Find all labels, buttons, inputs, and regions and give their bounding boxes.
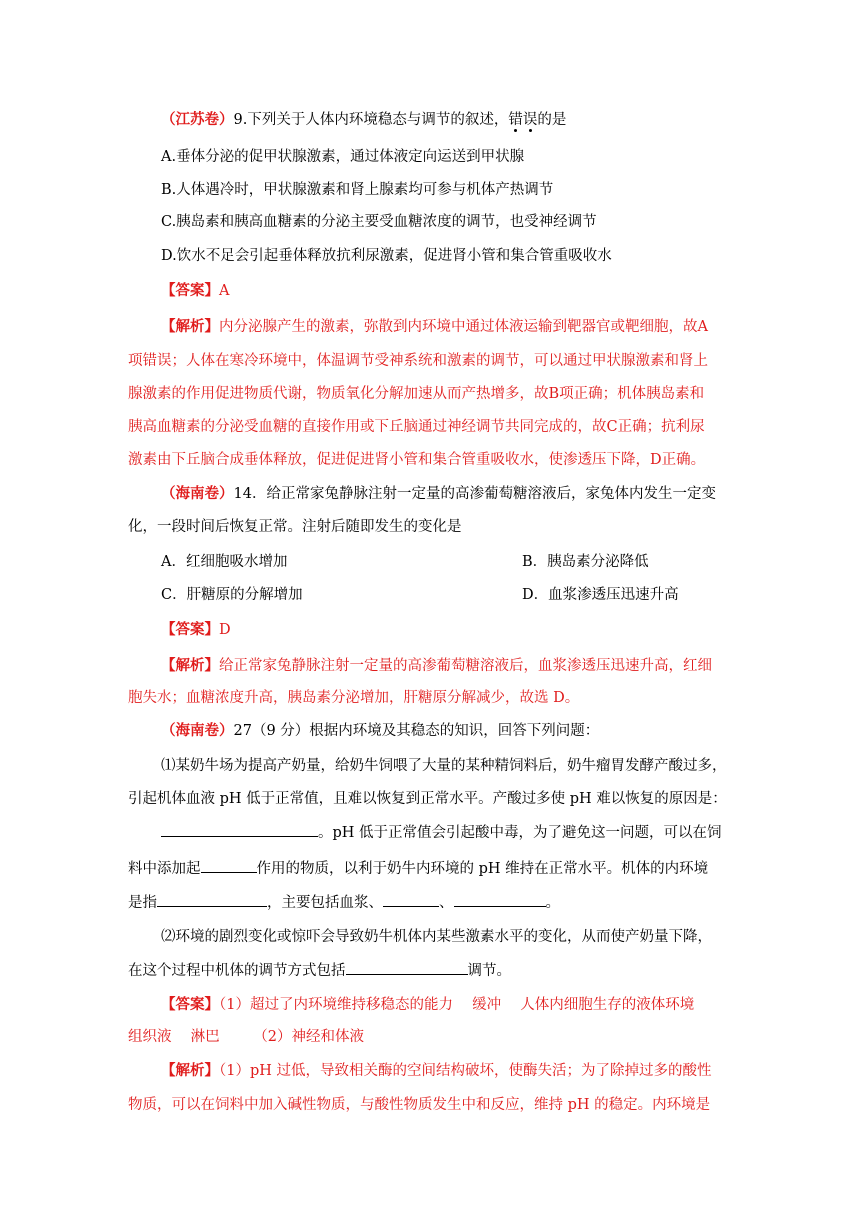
answer-value: （1）超过了内环境维持移稳态的能力 缓冲 人体内细胞生存的液体环境 bbox=[219, 997, 695, 1013]
answer-value: A bbox=[219, 283, 230, 299]
answer-label: 【答案】 bbox=[161, 282, 219, 299]
answer-value: 组织液 淋巴 （2）神经和体液 bbox=[128, 1029, 364, 1045]
analysis-label: 【解析】 bbox=[161, 318, 219, 335]
option-a: A.垂体分泌的促甲状腺激素，通过体液定向运送到甲状腺 bbox=[161, 149, 525, 165]
question-text: 的是 bbox=[537, 112, 567, 128]
question-3-stem bbox=[161, 721, 767, 741]
question-text: 9.下列关于人体内环境稳态与调节的叙述， bbox=[233, 112, 509, 128]
question-text: ⑵环境的剧烈变化或惊吓会导致奶牛机体内某些激素水平的变化，从而使产奶量下降， bbox=[161, 929, 712, 945]
answer-value: D bbox=[219, 622, 231, 638]
analysis-label: 【解析】 bbox=[161, 1062, 219, 1079]
analysis-line bbox=[161, 656, 767, 676]
question-text: 引起机体血液 pH 低于正常值，且难以恢复到正常水平。产酸过多使 pH 难以恢复的原因是： bbox=[128, 791, 727, 807]
analysis-line: 胰高血糖素的分泌受血糖的直接作用或下丘脑通过神经调节共同完成的，故C正确；抗利尿 bbox=[128, 419, 705, 435]
analysis-line: 激素由下丘脑合成垂体释放，促进促进肾小管和集合管重吸收水，使渗透压下降，D正确。 bbox=[128, 452, 706, 468]
question-text-part: 。pH 低于正常值会引起酸中毒，为了避免这一问题，可以在饲 bbox=[318, 825, 722, 841]
question-text-part: 是指 bbox=[128, 895, 157, 911]
question-2-stem bbox=[161, 484, 767, 504]
question-text: 14．给正常家兔静脉注射一定量的高渗葡萄糖溶液后，家兔体内发生一定变 bbox=[233, 486, 716, 502]
question-source: （江苏卷） bbox=[161, 111, 234, 128]
answer-blank[interactable] bbox=[161, 822, 318, 837]
question-text-part: 、 bbox=[439, 895, 454, 911]
question-text: 27（9 分）根据内环境及其稳态的知识，回答下列问题： bbox=[233, 723, 600, 739]
answer-label: 【答案】 bbox=[161, 996, 219, 1013]
question-text-part: 作用的物质，以利于奶牛内环境的 pH 维持在正常水平。机体的内环境 bbox=[256, 861, 709, 877]
analysis-line: 物质，可以在饲料中加入碱性物质，与酸性物质发生中和反应，维持 pH 的稳定。内环境是 bbox=[128, 1097, 711, 1113]
analysis-line: 腺激素的作用促进物质代谢，物质氧化分解加速从而产热增多，故B项正确；机体胰岛素和 bbox=[128, 386, 705, 402]
option-c: C．肝糖原的分解增加 bbox=[161, 587, 303, 603]
options-row bbox=[161, 585, 767, 605]
answer-label: 【答案】 bbox=[161, 621, 219, 638]
answer-blank[interactable] bbox=[454, 892, 546, 907]
question-text-part: 。 bbox=[545, 895, 560, 911]
question-text-part: ，主要包括血浆、 bbox=[267, 895, 383, 911]
answer bbox=[161, 281, 767, 301]
analysis-text: （1）pH 过低，导致相关酶的空间结构破坏，使酶失活；为了除掉过多的酸性 bbox=[219, 1063, 712, 1079]
analysis-line bbox=[161, 1061, 767, 1081]
answer-blank[interactable] bbox=[346, 960, 468, 975]
question-text bbox=[128, 858, 734, 879]
analysis-label: 【解析】 bbox=[161, 657, 219, 674]
answer bbox=[161, 620, 767, 640]
analysis-text: 给正常家兔静脉注射一定量的高渗葡萄糖溶液后，血浆渗透压迅速升高，红细 bbox=[219, 658, 712, 674]
answer-blank[interactable] bbox=[201, 858, 257, 873]
question-text-part: 调节。 bbox=[467, 963, 511, 979]
emphasis-char: 误 bbox=[522, 112, 538, 128]
option-a: A．红细胞吸水增加 bbox=[161, 554, 288, 570]
question-text: ⑴某奶牛场为提高产奶量，给奶牛饲喂了大量的某种精饲料后，奶牛瘤胃发酵产酸过多， bbox=[161, 758, 727, 774]
answer bbox=[161, 995, 767, 1015]
answer-blank[interactable] bbox=[157, 892, 267, 907]
option-d: D.饮水不足会引起垂体释放抗利尿激素，促进肾小管和集合管重吸收水 bbox=[161, 248, 612, 264]
analysis-line: 胞失水；血糖浓度升高，胰岛素分泌增加，肝糖原分解减少，故选 D。 bbox=[128, 690, 580, 706]
analysis-line: 项错误；人体在寒冷环境中，体温调节受神系统和激素的调节，可以通过甲状腺激素和肾上 bbox=[128, 353, 708, 369]
emphasis-char: 错 bbox=[508, 112, 523, 128]
question-text bbox=[128, 960, 734, 981]
question-text: 化，一段时间后恢复正常。注射后随即发生的变化是 bbox=[128, 519, 462, 535]
question-text bbox=[161, 822, 767, 843]
option-c: C.胰岛素和胰高血糖素的分泌主要受血糖浓度的调节，也受神经调节 bbox=[161, 214, 597, 230]
answer-blank[interactable] bbox=[383, 892, 439, 907]
question-text-part: 在这个过程中机体的调节方式包括 bbox=[128, 963, 346, 979]
question-text-part: 料中添加起 bbox=[128, 861, 201, 877]
analysis-line bbox=[161, 317, 767, 337]
option-b: B.人体遇冷时，甲状腺激素和肾上腺素均可参与机体产热调节 bbox=[161, 182, 554, 198]
question-source: （海南卷） bbox=[161, 485, 234, 502]
question-text bbox=[128, 892, 734, 913]
analysis-text: 内分泌腺产生的激素，弥散到内环境中通过体液运输到靶器官或靶细胞，故A bbox=[219, 319, 708, 335]
question-source: （海南卷） bbox=[161, 722, 234, 739]
options-row bbox=[161, 552, 767, 572]
option-b: B．胰岛素分泌降低 bbox=[522, 554, 649, 570]
option-d: D．血浆渗透压迅速升高 bbox=[522, 587, 679, 603]
question-1-stem bbox=[161, 110, 767, 130]
